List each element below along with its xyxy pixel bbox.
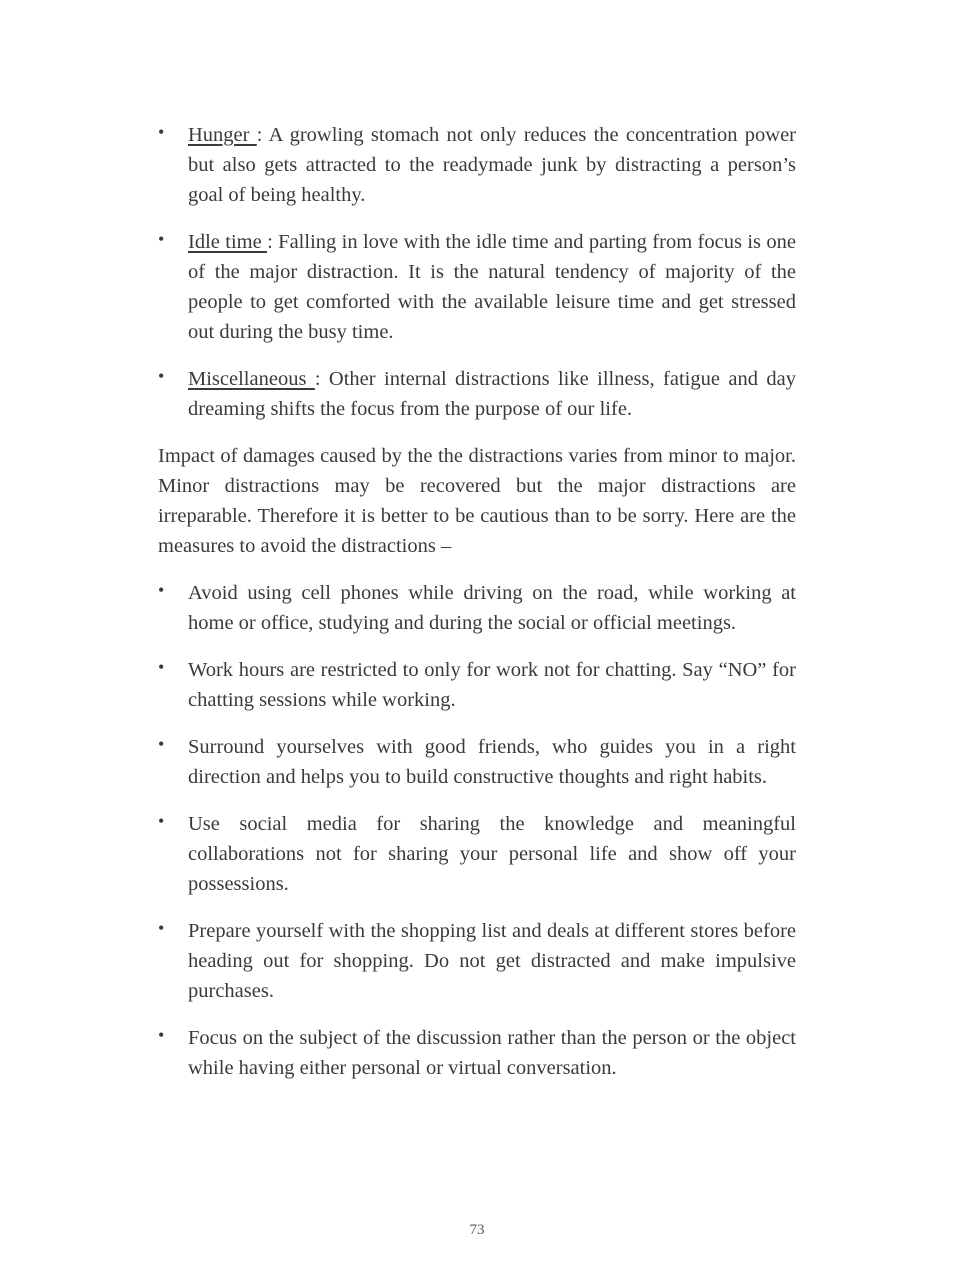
internal-distractions-list <box>158 120 796 424</box>
item-text: : Other internal distractions like illness, fatigue and day dreaming shifts the focus from the purpose of our life. <box>188 368 796 420</box>
item-text: Use social media for sharing the knowledge and meaningful collaborations not for sharing your personal life and show off your possessions. <box>188 813 796 895</box>
list-item <box>158 120 796 210</box>
item-text: : A growling stomach not only reduces the concentration power but also gets attracted to the readymade junk by distracting a person’s goal of being healthy. <box>188 124 797 206</box>
list-item <box>158 809 796 899</box>
bullet-icon: • <box>158 918 165 938</box>
bullet-icon: • <box>158 657 165 677</box>
list-item <box>158 364 796 424</box>
bullet-icon: • <box>158 580 165 600</box>
impact-paragraph: Impact of damages caused by the the distractions varies from minor to major. Minor distractions may be recovered but the major distractions are irreparable. Therefore it is better to be cautious than to be sorry. Here are the measures to avoid the distractions – <box>158 445 796 557</box>
item-text: Work hours are restricted to only for work not for chatting. Say “NO” for chatting sessions while working. <box>188 659 796 711</box>
list-item <box>158 655 796 715</box>
bullet-icon: • <box>158 811 165 831</box>
item-text: Surround yourselves with good friends, who guides you in a right direction and helps you to build constructive thoughts and right habits. <box>188 736 796 788</box>
list-item <box>158 1023 796 1083</box>
list-item <box>158 732 796 792</box>
page-number: 73 <box>469 1222 485 1238</box>
bullet-icon: • <box>158 229 165 249</box>
list-item <box>158 916 796 1006</box>
bullet-icon: • <box>158 122 165 142</box>
item-text: Focus on the subject of the discussion rather than the person or the object while having either personal or virtual conversation. <box>188 1027 796 1079</box>
term-miscellaneous: Miscellaneous <box>188 368 315 390</box>
item-text: Avoid using cell phones while driving on the road, while working at home or office, studying and during the social or official meetings. <box>188 582 796 634</box>
bullet-icon: • <box>158 1025 165 1045</box>
item-text: Prepare yourself with the shopping list and deals at different stores before heading out for shopping. Do not get distracted and make impulsive purchases. <box>188 920 796 1002</box>
list-item <box>158 227 796 347</box>
bullet-icon: • <box>158 366 165 386</box>
term-idle-time: Idle time <box>188 231 268 253</box>
term-hunger: Hunger <box>188 124 257 146</box>
item-text: : Falling in love with the idle time and parting from focus is one of the major distraction. It is the natural tendency of majority of the people to get comforted with the available leisure time and get stressed out during the busy time. <box>188 231 796 343</box>
bullet-icon: • <box>158 734 165 754</box>
page-body <box>158 120 796 1100</box>
list-item <box>158 578 796 638</box>
measures-list <box>158 578 796 1083</box>
